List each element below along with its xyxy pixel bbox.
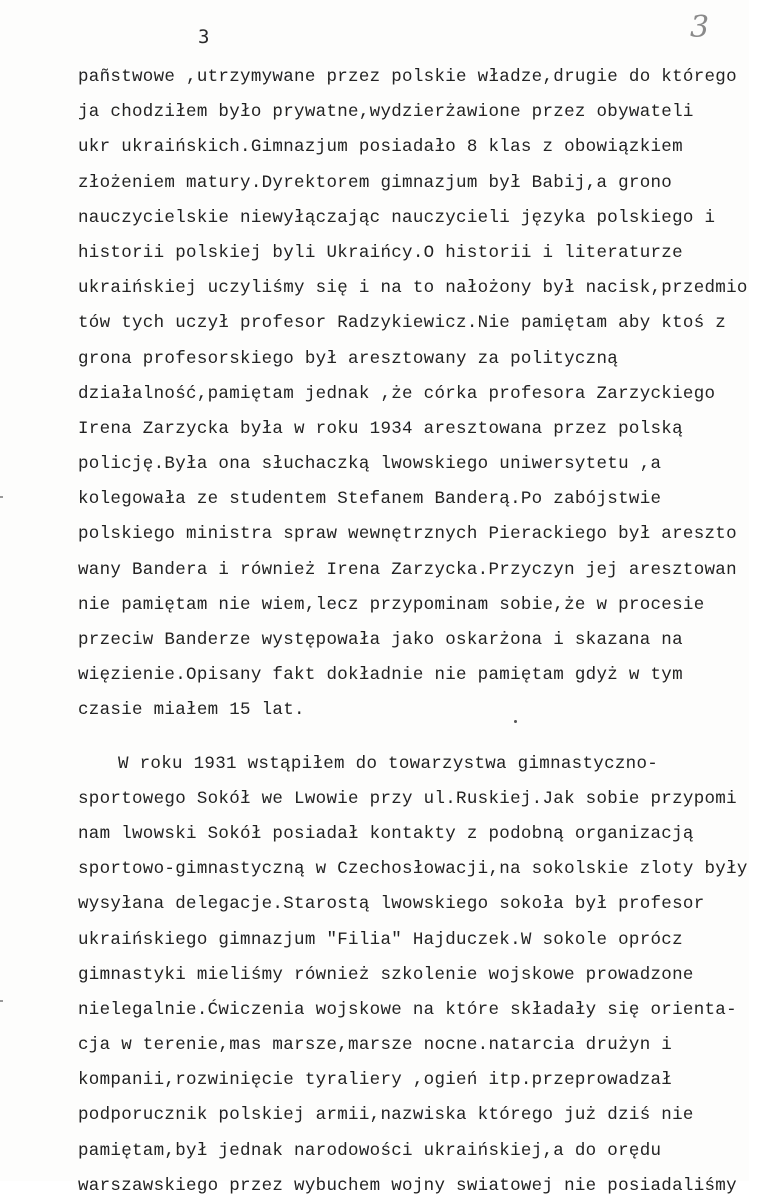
text-line: policję.Była ona słuchaczką lwowskiego uniwersytetu ,a bbox=[78, 454, 662, 475]
text-line: ja chodziłem było prywatne,wydzierżawione przez obywateli bbox=[78, 102, 694, 123]
text-line: więzienie.Opisany fakt dokładnie nie pamiętam gdyż w tym bbox=[78, 665, 683, 686]
text-line: grona profesorskiego był aresztowany za polityczną bbox=[78, 348, 619, 369]
text-line: ukraińskiego gimnazjum "Filia" Hajduczek.W sokole oprócz bbox=[78, 929, 683, 950]
text-line: tów tych uczył profesor Radzykiewicz.Nie pamiętam aby ktoś z bbox=[78, 313, 727, 334]
ink-speck bbox=[514, 720, 517, 723]
text-line: sportowego Sokół we Lwowie przy ul.Ruskiej.Jak sobie przypomi bbox=[78, 788, 737, 809]
handwritten-page-number: 3 bbox=[690, 10, 710, 45]
edge-mark bbox=[0, 496, 3, 498]
text-line: działalność,pamiętam jednak ,że córka profesora Zarzyckiego bbox=[78, 383, 716, 404]
text-line: nielegalnie.Ćwiczenia wojskowe na które składały się orienta- bbox=[78, 999, 737, 1020]
text-line: warszawskiego przez wybuchem wojny swiatowej nie posiadaliśmy bbox=[78, 1175, 737, 1196]
text-line: wany Bandera i również Irena Zarzycka.Przyczyn jej aresztowan bbox=[78, 559, 737, 580]
paragraph-2 bbox=[78, 747, 758, 1204]
text-line: przeciw Banderze występowała jako oskarżona i skazana na bbox=[78, 630, 683, 650]
paragraph-gap bbox=[78, 729, 758, 747]
text-line: nauczycielskie niewyłączając nauczycieli języka polskiego i bbox=[78, 207, 716, 228]
text-line: cja w terenie,mas marsze,marsze nocne.natarcia drużyn i bbox=[78, 1035, 673, 1056]
text-line: nie pamiętam nie wiem,lecz przypominam sobie,że w procesie bbox=[78, 594, 705, 615]
text-line: pamiętam,był jednak narodowości ukraińskiej,a do orędu bbox=[78, 1140, 662, 1161]
page-number: 3 bbox=[198, 26, 210, 48]
text-line: złożeniem matury.Dyrektorem gimnazjum był Babij,a grono bbox=[78, 172, 673, 193]
text-line: ukraińskiej uczyliśmy się i na to nałożony był nacisk,przedmio bbox=[78, 278, 748, 299]
text-line: czasie miałem 15 lat. bbox=[78, 700, 305, 721]
text-line: polskiego ministra spraw wewnętrznych Pierackiego był areszto bbox=[78, 524, 737, 545]
text-line: kompanii,rozwinięcie tyraliery ,ogień itp.przeprowadzał bbox=[78, 1070, 673, 1091]
text-line: nam lwowski Sokół posiadał kontakty z podobną organizacją bbox=[78, 823, 694, 844]
text-line: sportowo-gimnastyczną w Czechosłowacji,na sokolskie zloty były bbox=[78, 859, 748, 880]
text-line: podporucznik polskiej armii,nazwiska którego już dziś nie bbox=[78, 1105, 694, 1126]
document-text bbox=[78, 60, 758, 1204]
text-line: historii polskiej byli Ukraińcy.O historii i literaturze bbox=[78, 242, 683, 263]
text-line: kolegowała ze studentem Stefanem Banderą.Po zabójstwie bbox=[78, 489, 662, 510]
text-line: gimnastyki mieliśmy również szkolenie wojskowe prowadzone bbox=[78, 964, 694, 985]
text-line: W roku 1931 wstąpiłem do towarzystwa gimnastyczno- bbox=[118, 753, 659, 774]
edge-mark bbox=[0, 1000, 3, 1002]
paragraph-1 bbox=[78, 60, 758, 729]
text-line: Irena Zarzycka była w roku 1934 aresztowana przez polską bbox=[78, 418, 683, 439]
text-line: pañstwowe ,utrzymywane przez polskie władze,drugie do którego bbox=[78, 67, 737, 87]
text-line: wysyłana delegacje.Starostą lwowskiego sokoła był profesor bbox=[78, 894, 705, 915]
text-line: ukr ukraińskich.Gimnazjum posiadało 8 klas z obowiązkiem bbox=[78, 137, 683, 158]
